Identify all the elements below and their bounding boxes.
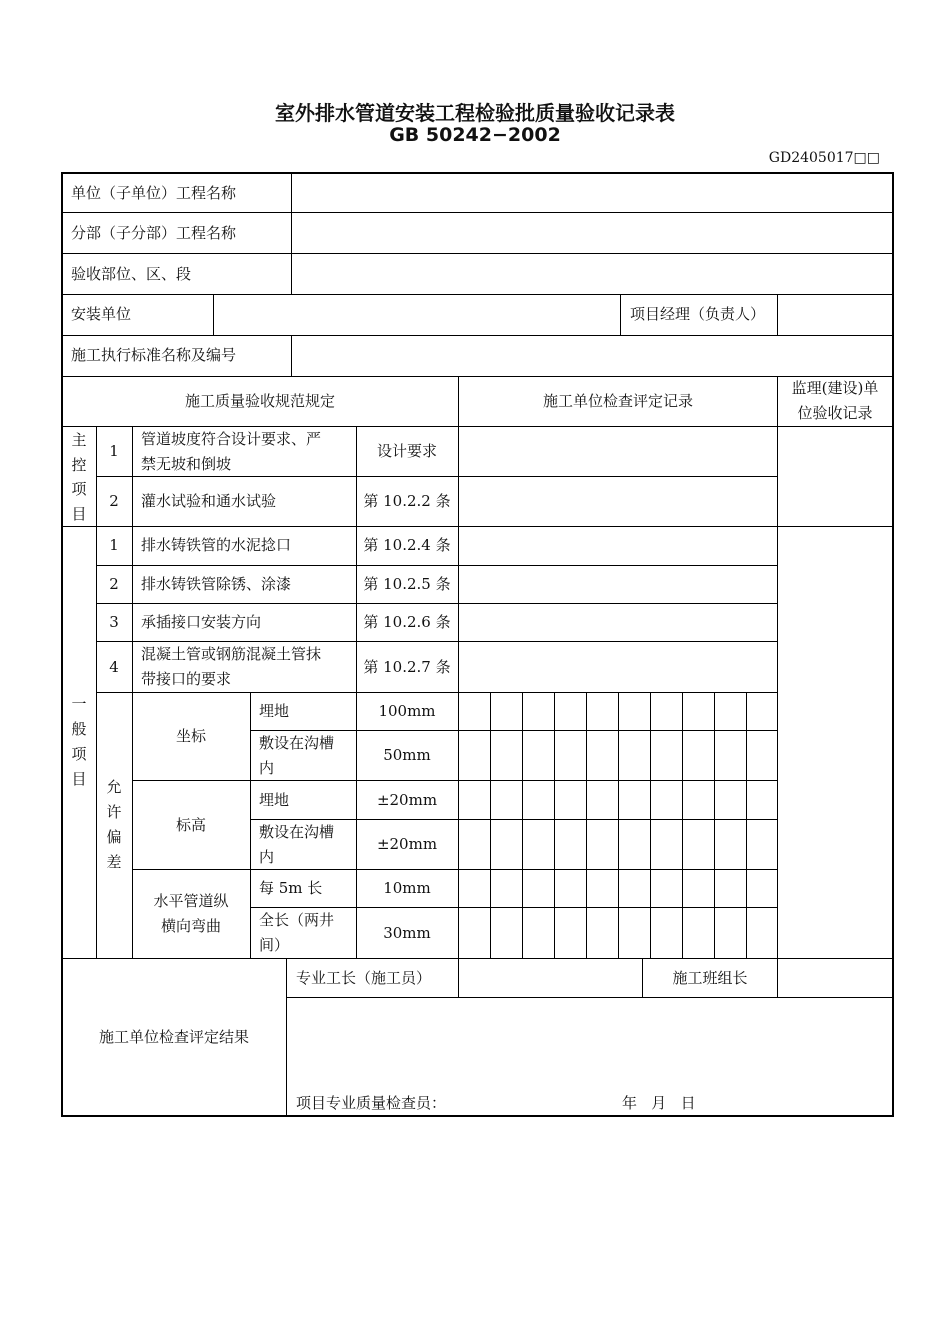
main-label-char: 控: [71, 456, 87, 474]
grid-line: [61, 212, 892, 213]
grid-line: [458, 376, 459, 958]
grid-line: [96, 603, 777, 604]
general-item-no: 1: [109, 536, 119, 554]
general-item-no: 3: [109, 613, 119, 631]
grid-line: [96, 476, 777, 477]
supervisor-column-header-line1: 监理(建设)单: [791, 379, 879, 397]
main-label-char: 目: [71, 505, 87, 523]
form-code: GD2405017□□: [768, 150, 880, 166]
main-item-text-line2: 禁无坡和倒坡: [141, 455, 232, 473]
grid-line: [554, 692, 555, 958]
grid-line: [132, 426, 133, 692]
general-item-text: 承插接口安装方向: [141, 613, 262, 631]
grid-line: [213, 294, 214, 335]
supervisor-column-header-line2: 位验收记录: [797, 404, 873, 422]
grid-line: [61, 1115, 893, 1117]
elevation-trench-label-line1: 敷设在沟槽: [259, 823, 335, 841]
grid-line: [458, 958, 459, 997]
record-column-header: 施工单位检查评定记录: [542, 392, 693, 410]
general-item-text: 排水铸铁管的水泥捻口: [141, 536, 292, 554]
grid-line: [746, 692, 747, 958]
project-manager-label: 项目经理（负责人）: [630, 305, 766, 323]
elevation-label: 标高: [175, 816, 206, 834]
deviation-label-char: 允: [106, 778, 122, 796]
elevation-trench-value: ±20mm: [376, 835, 438, 853]
grid-line: [286, 997, 892, 998]
elevation-buried-label: 埋地: [259, 791, 290, 809]
bend-label-line2: 横向弯曲: [160, 917, 221, 935]
general-label-char: 目: [71, 770, 87, 788]
grid-line: [714, 692, 715, 958]
result-label: 施工单位检查评定结果: [98, 1028, 249, 1046]
unit-name-label: 单位（子单位）工程名称: [71, 184, 237, 202]
grid-line: [291, 335, 292, 376]
general-label-char: 项: [71, 745, 87, 763]
grid-line: [132, 869, 250, 870]
foreman-label: 专业工长（施工员）: [296, 969, 432, 987]
inspector-label: 项目专业质量检查员：: [296, 1094, 447, 1112]
general-item-text: 排水铸铁管除锈、涂漆: [141, 575, 292, 593]
elevation-buried-value: ±20mm: [376, 791, 438, 809]
grid-line: [61, 172, 893, 174]
main-label-char: 主: [71, 431, 87, 449]
main-label-char: 项: [71, 480, 87, 498]
grid-line: [61, 958, 892, 959]
elevation-trench-label-line2: 内: [259, 848, 275, 866]
general-item-req: 第 10.2.7 条: [363, 658, 451, 676]
grid-line: [250, 692, 251, 958]
sub-unit-name-label: 分部（子分部）工程名称: [71, 224, 237, 242]
bend-5m-value: 10mm: [383, 879, 431, 897]
general-item-no: 2: [109, 575, 119, 593]
deviation-label-char: 差: [106, 853, 122, 871]
main-item-req: 设计要求: [376, 442, 437, 460]
general-item-req: 第 10.2.5 条: [363, 575, 451, 593]
grid-line: [618, 692, 619, 958]
team-leader-label: 施工班组长: [672, 969, 748, 987]
grid-line: [61, 294, 892, 295]
general-label-char: 般: [71, 720, 87, 738]
grid-line: [132, 780, 250, 781]
form-title: 室外排水管道安装工程检验批质量验收记录表: [275, 101, 675, 125]
grid-line: [490, 692, 491, 958]
coordinate-trench-label-line2: 内: [259, 759, 275, 777]
main-item-no: 1: [109, 442, 119, 460]
grid-line: [250, 780, 777, 781]
general-item-no: 4: [109, 658, 119, 676]
grid-line: [586, 692, 587, 958]
standard-label: 施工执行标准名称及编号: [71, 346, 237, 364]
general-label-char: 一: [71, 695, 87, 713]
grid-line: [61, 335, 892, 336]
general-item-text-line1: 混凝土管或钢筋混凝土管抹: [141, 645, 322, 663]
coordinate-trench-value: 50mm: [383, 746, 431, 764]
grid-line: [250, 869, 777, 870]
bend-label-line1: 水平管道纵: [153, 892, 229, 910]
date-label: 年 月 日: [622, 1094, 696, 1112]
bend-full-label-line2: 间）: [259, 936, 290, 954]
grid-line: [96, 692, 777, 693]
grid-line: [522, 692, 523, 958]
coordinate-buried-value: 100mm: [378, 702, 436, 720]
spec-column-header: 施工质量验收规范规定: [184, 392, 335, 410]
standard-code: GB 50242−2002: [389, 124, 561, 146]
grid-line: [777, 294, 778, 335]
main-item-text: 灌水试验和通水试验: [141, 492, 277, 510]
coordinate-label: 坐标: [175, 727, 206, 745]
coordinate-buried-label: 埋地: [259, 702, 290, 720]
deviation-label-char: 偏: [106, 828, 122, 846]
grid-line: [650, 692, 651, 958]
deviation-label-char: 许: [106, 803, 122, 821]
main-item-no: 2: [109, 492, 119, 510]
grid-line: [291, 172, 292, 294]
grid-line: [61, 526, 892, 527]
grid-line: [61, 376, 892, 377]
general-item-req: 第 10.2.4 条: [363, 536, 451, 554]
general-item-req: 第 10.2.6 条: [363, 613, 451, 631]
install-unit-label: 安装单位: [71, 305, 132, 323]
main-item-text-line1: 管道坡度符合设计要求、严: [141, 430, 322, 448]
grid-line: [682, 692, 683, 958]
grid-line: [286, 958, 287, 1115]
grid-line: [777, 376, 778, 958]
acceptance-section-label: 验收部位、区、段: [71, 265, 192, 283]
bend-5m-label: 每 5m 长: [259, 879, 323, 897]
bend-full-value: 30mm: [383, 924, 431, 942]
grid-line: [96, 565, 777, 566]
grid-line: [61, 253, 892, 254]
grid-line: [620, 294, 621, 335]
grid-line: [61, 172, 63, 1117]
grid-line: [892, 172, 894, 1117]
bend-full-label-line1: 全长（两井: [259, 911, 335, 929]
main-item-req: 第 10.2.2 条: [363, 492, 451, 510]
coordinate-trench-label-line1: 敷设在沟槽: [259, 734, 335, 752]
general-item-text-line2: 带接口的要求: [141, 670, 232, 688]
